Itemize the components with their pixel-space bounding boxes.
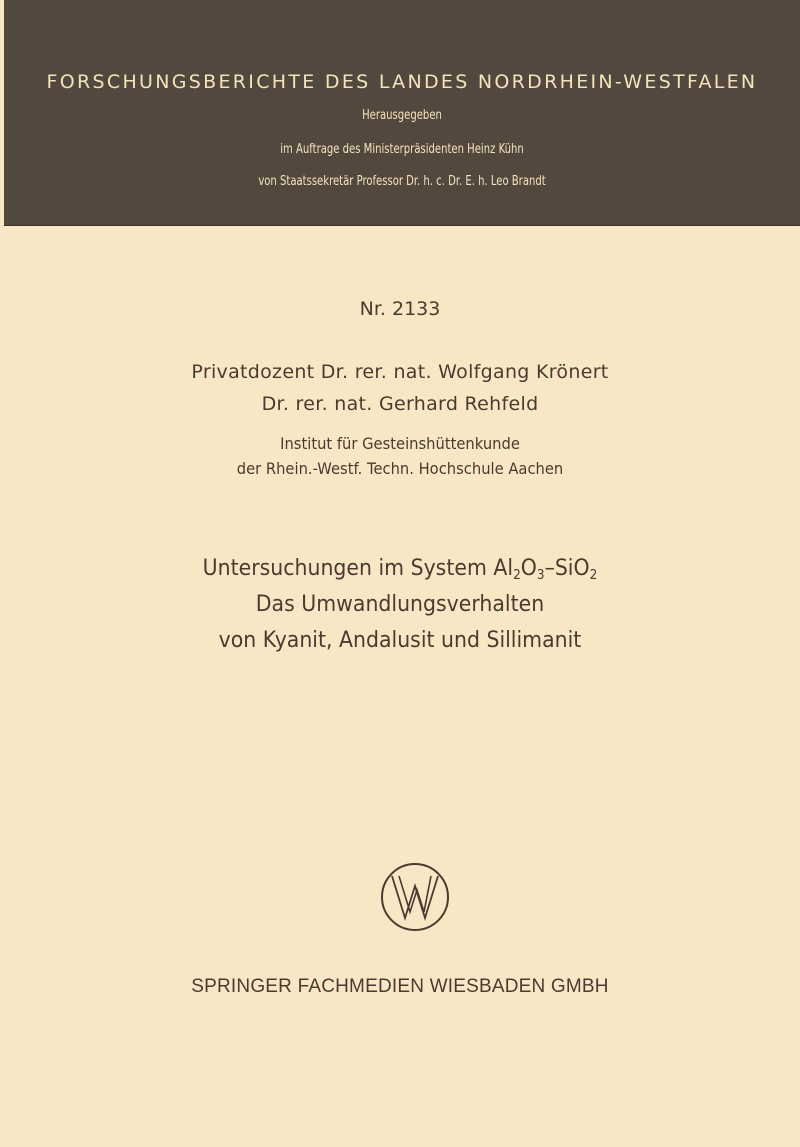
secretary-line: von Staatssekretär Professor Dr. h. c. Dr. E. h. Leo Brandt bbox=[258, 174, 546, 189]
title-text: Untersuchungen im System Al bbox=[202, 556, 514, 581]
institute-line-2: der Rhein.-Westf. Techn. Hochschule Aachen bbox=[236, 459, 564, 478]
book-title-line-1 bbox=[28, 556, 772, 581]
title-text: –SiO bbox=[544, 556, 590, 581]
author-1: Privatdozent Dr. rer. nat. Wolfgang Krönert bbox=[191, 361, 609, 383]
publisher-name: SPRINGER FACHMEDIEN WIESBADEN GMBH bbox=[191, 976, 609, 997]
book-title-line-3: von Kyanit, Andalusit und Sillimanit bbox=[218, 628, 582, 653]
author-2: Dr. rer. nat. Gerhard Rehfeld bbox=[261, 393, 539, 415]
book-title-line-2: Das Umwandlungsverhalten bbox=[255, 592, 545, 617]
series-header-band bbox=[4, 0, 800, 226]
publisher-logo-icon bbox=[380, 862, 450, 932]
institute-line-1: Institut für Gesteinshüttenkunde bbox=[280, 434, 520, 453]
editor-line: Herausgegeben bbox=[362, 108, 442, 123]
series-title: FORSCHUNGSBERICHTE DES LANDES NORDRHEIN-WESTFALEN bbox=[46, 71, 758, 93]
subscript: 2 bbox=[589, 568, 598, 583]
volume-number: Nr. 2133 bbox=[359, 298, 441, 320]
title-text: O bbox=[520, 556, 537, 581]
commission-line: im Auftrage des Ministerpräsidenten Heinz Kühn bbox=[280, 142, 524, 157]
subscript: 3 bbox=[536, 568, 545, 583]
subscript: 2 bbox=[513, 568, 521, 583]
